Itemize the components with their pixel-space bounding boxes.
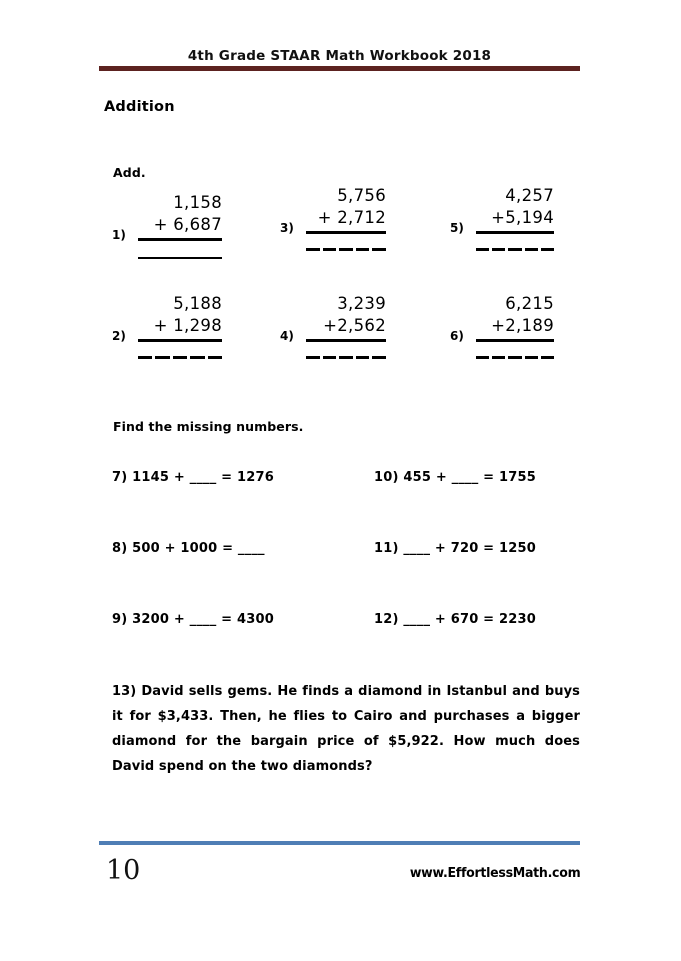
sum-rule <box>476 231 554 234</box>
section-title: Addition <box>104 99 175 115</box>
answer-blank[interactable] <box>306 248 386 251</box>
addend-bottom: +2,189 <box>491 316 554 335</box>
problem-number: 3) <box>280 221 294 235</box>
addend-top: 1,158 <box>173 193 222 212</box>
sum-rule <box>138 238 222 241</box>
addend-top: 6,215 <box>505 294 554 313</box>
answer-blank[interactable] <box>476 248 554 251</box>
problem-number: 6) <box>450 329 464 343</box>
missing-number-problem-7[interactable]: 7) 1145 + ____ = 1276 <box>112 470 274 485</box>
addend-bottom: + 1,298 <box>153 316 222 335</box>
addend-bottom: +2,562 <box>323 316 386 335</box>
missing-number-problem-8[interactable]: 8) 500 + 1000 = ____ <box>112 541 265 556</box>
header-divider <box>99 66 580 71</box>
sum-rule <box>476 339 554 342</box>
website-url[interactable]: www.EffortlessMath.com <box>409 865 580 881</box>
problem-number: 2) <box>112 329 126 343</box>
missing-number-problem-9[interactable]: 9) 3200 + ____ = 4300 <box>112 612 274 627</box>
word-problem-13: 13) David sells gems. He finds a diamond in Istanbul and buys it for $3,433. Then, he flies to Cairo and purchases a bigger diamond for the bargain price of $5,922. How much does David spend on the two diamonds? <box>112 684 580 774</box>
answer-blank[interactable] <box>138 257 222 259</box>
answer-blank[interactable] <box>306 356 386 359</box>
answer-blank[interactable] <box>476 356 554 359</box>
addend-top: 4,257 <box>505 186 554 205</box>
addend-top: 3,239 <box>337 294 386 313</box>
instruction-find-missing: Find the missing numbers. <box>113 419 304 434</box>
problem-number: 5) <box>450 221 464 235</box>
addend-bottom: + 6,687 <box>153 215 222 234</box>
sum-rule <box>138 339 222 342</box>
answer-blank[interactable] <box>138 356 222 359</box>
sum-rule <box>306 339 386 342</box>
instruction-add: Add. <box>113 165 146 180</box>
problem-number: 4) <box>280 329 294 343</box>
missing-number-problem-11[interactable]: 11) ____ + 720 = 1250 <box>374 541 536 556</box>
page-number: 10 <box>106 855 141 886</box>
sum-rule <box>306 231 386 234</box>
addend-bottom: + 2,712 <box>317 208 386 227</box>
missing-number-problem-10[interactable]: 10) 455 + ____ = 1755 <box>374 470 536 485</box>
addend-top: 5,188 <box>173 294 222 313</box>
footer-divider <box>99 841 580 845</box>
addend-bottom: +5,194 <box>491 208 554 227</box>
page-title: 4th Grade STAAR Math Workbook 2018 <box>187 48 492 64</box>
problem-number: 1) <box>112 228 126 242</box>
missing-number-problem-12[interactable]: 12) ____ + 670 = 2230 <box>374 612 536 627</box>
addend-top: 5,756 <box>337 186 386 205</box>
